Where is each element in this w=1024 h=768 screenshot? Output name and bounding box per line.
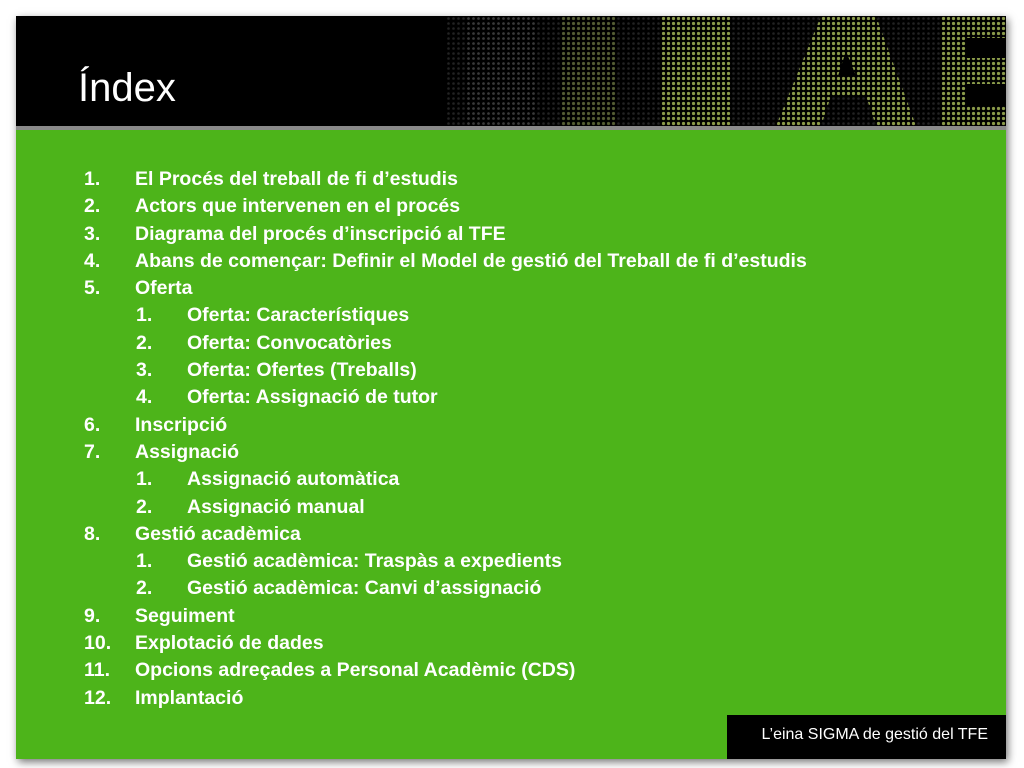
index-subitem xyxy=(16,357,1006,384)
item-number: 10. xyxy=(84,632,112,655)
index-list xyxy=(16,166,1006,712)
index-item xyxy=(16,439,1006,466)
item-number: 3. xyxy=(136,359,153,382)
index-subitem xyxy=(16,384,1006,411)
item-number: 1. xyxy=(136,304,153,327)
footer-text: L’eina SIGMA de gestió del TFE xyxy=(761,726,988,743)
item-text: Assignació manual xyxy=(187,495,365,518)
item-number: 2. xyxy=(84,195,101,218)
item-number: 3. xyxy=(84,222,101,245)
index-item xyxy=(16,166,1006,193)
item-text: Inscripció xyxy=(135,413,228,436)
item-number: 4. xyxy=(136,386,153,409)
uab-logo-watermark xyxy=(446,16,1006,126)
slide-footer xyxy=(16,715,1006,759)
item-number: 9. xyxy=(84,604,101,627)
item-number: 12. xyxy=(84,686,112,709)
item-text: Actors que intervenen en el procés xyxy=(135,195,461,218)
item-number: 2. xyxy=(136,577,153,600)
item-number: 1. xyxy=(136,468,153,491)
item-number: 4. xyxy=(84,249,101,272)
item-text: Explotació de dades xyxy=(135,632,324,655)
index-subitem xyxy=(16,330,1006,357)
item-text: Oferta: Característiques xyxy=(187,304,410,327)
item-number: 11. xyxy=(84,659,111,682)
item-number: 6. xyxy=(84,413,101,436)
index-item xyxy=(16,657,1006,684)
item-text: Oferta: Ofertes (Treballs) xyxy=(187,359,417,382)
item-text: Oferta: Assignació de tutor xyxy=(187,386,438,409)
index-item xyxy=(16,603,1006,630)
index-item xyxy=(16,248,1006,275)
item-text: Diagrama del procés d’inscripció al TFE xyxy=(135,222,506,245)
index-item xyxy=(16,521,1006,548)
item-number: 1. xyxy=(136,550,153,573)
index-item xyxy=(16,412,1006,439)
content-area xyxy=(16,130,1006,715)
footer-tag xyxy=(727,715,1006,759)
index-subitem xyxy=(16,302,1006,329)
item-text: Oferta: Convocatòries xyxy=(187,331,392,354)
item-number: 7. xyxy=(84,440,101,463)
slide-header xyxy=(16,16,1006,126)
item-number: 1. xyxy=(84,168,101,190)
item-text: Opcions adreçades a Personal Acadèmic (CDS) xyxy=(135,659,576,682)
index-item xyxy=(16,685,1006,712)
item-number: 2. xyxy=(136,495,153,518)
page-title: Índex xyxy=(78,66,176,110)
index-item xyxy=(16,193,1006,220)
index-subitem xyxy=(16,494,1006,521)
index-subitem xyxy=(16,575,1006,602)
item-text: Oferta xyxy=(135,277,193,300)
item-text: Gestió acadèmica: Canvi d’assignació xyxy=(187,577,542,600)
item-number: 5. xyxy=(84,277,101,300)
index-item xyxy=(16,630,1006,657)
index-item xyxy=(16,275,1006,302)
item-number: 2. xyxy=(136,331,153,354)
item-text: Gestió acadèmica: Traspàs a expedients xyxy=(187,550,563,573)
item-text: Gestió acadèmica xyxy=(135,522,301,545)
item-number: 8. xyxy=(84,522,101,545)
item-text: El Procés del treball de fi d’estudis xyxy=(135,168,458,190)
item-text: Assignació xyxy=(135,440,240,463)
index-subitem xyxy=(16,466,1006,493)
index-subitem xyxy=(16,548,1006,575)
item-text: Implantació xyxy=(135,686,244,709)
item-text: Assignació automàtica xyxy=(187,468,400,491)
item-text: Seguiment xyxy=(135,604,235,627)
index-item xyxy=(16,221,1006,248)
item-text: Abans de començar: Definir el Model de gestió del Treball de fi d’estudis xyxy=(135,249,807,272)
